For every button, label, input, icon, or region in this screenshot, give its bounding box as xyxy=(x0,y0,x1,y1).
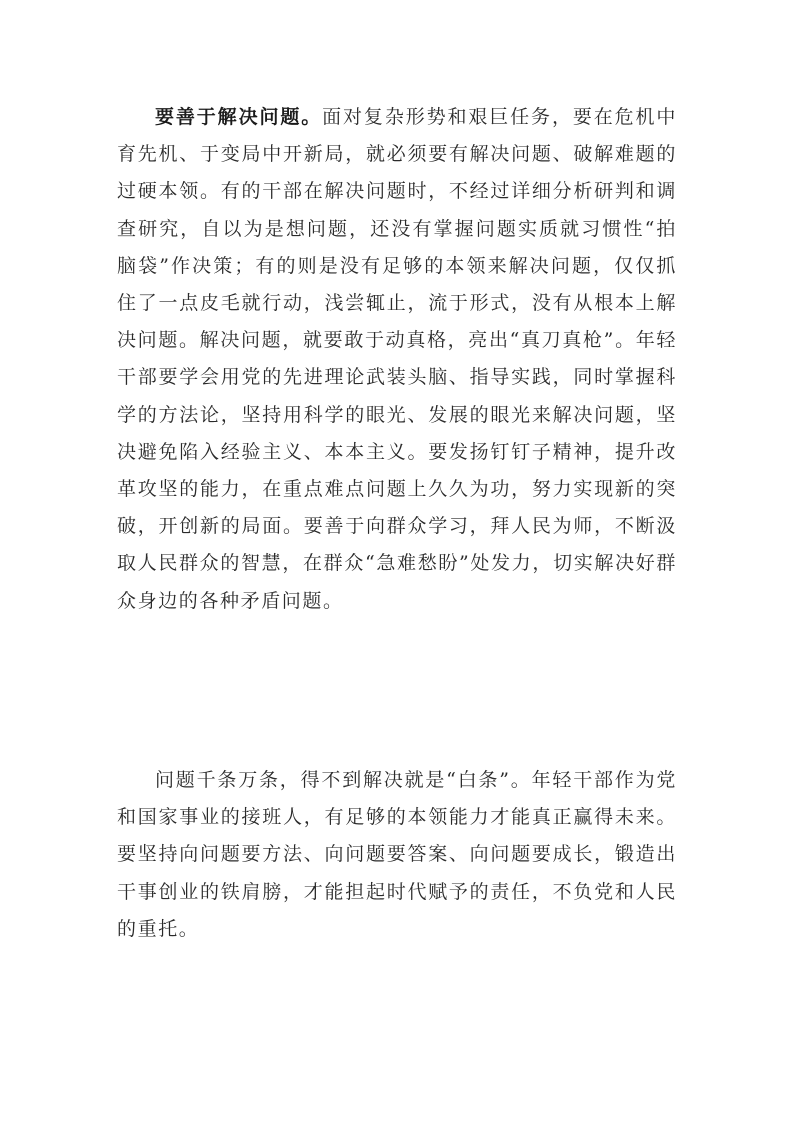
paragraph-conclusion xyxy=(117,762,677,948)
paragraph-lead-heading: 要善于解决问题。 xyxy=(155,106,323,128)
paragraph-body-text: 问题千条万条，得不到解决就是“白条”。年轻干部作为党和国家事业的接班人，有足够的本领能力才能真正赢得未来。要坚持向问题要方法、向问题要答案、向问题要成长，锻造出干事创业的铁肩膀，才能担起时代赋予的责任，不负党和人民的重托。 xyxy=(117,769,677,940)
paragraph-solve-problems xyxy=(117,99,677,620)
paragraph-body-text: 面对复杂形势和艰巨任务，要在危机中育先机、于变局中开新局，就必须要有解决问题、破解难题的过硬本领。有的干部在解决问题时，不经过详细分析研判和调查研究，自以为是想问题，还没有掌握问题实质就习惯性“拍脑袋”作决策；有的则是没有足够的本领来解决问题，仅仅抓住了一点皮毛就行动，浅尝辄止，流于形式，没有从根本上解决问题。解决问题，就要敢于动真格，亮出“真刀真枪”。年轻干部要学会用党的先进理论武装头脑、指导实践，同时掌握科学的方法论，坚持用科学的眼光、发展的眼光来解决问题，坚决避免陷入经验主义、本本主义。要发扬钉钉子精神，提升改革攻坚的能力，在重点难点问题上久久为功，努力实现新的突破，开创新的局面。要善于向群众学习，拜人民为师，不断汲取人民群众的智慧，在群众“急难愁盼”处发力，切实解决好群众身边的各种矛盾问题。 xyxy=(117,106,677,612)
